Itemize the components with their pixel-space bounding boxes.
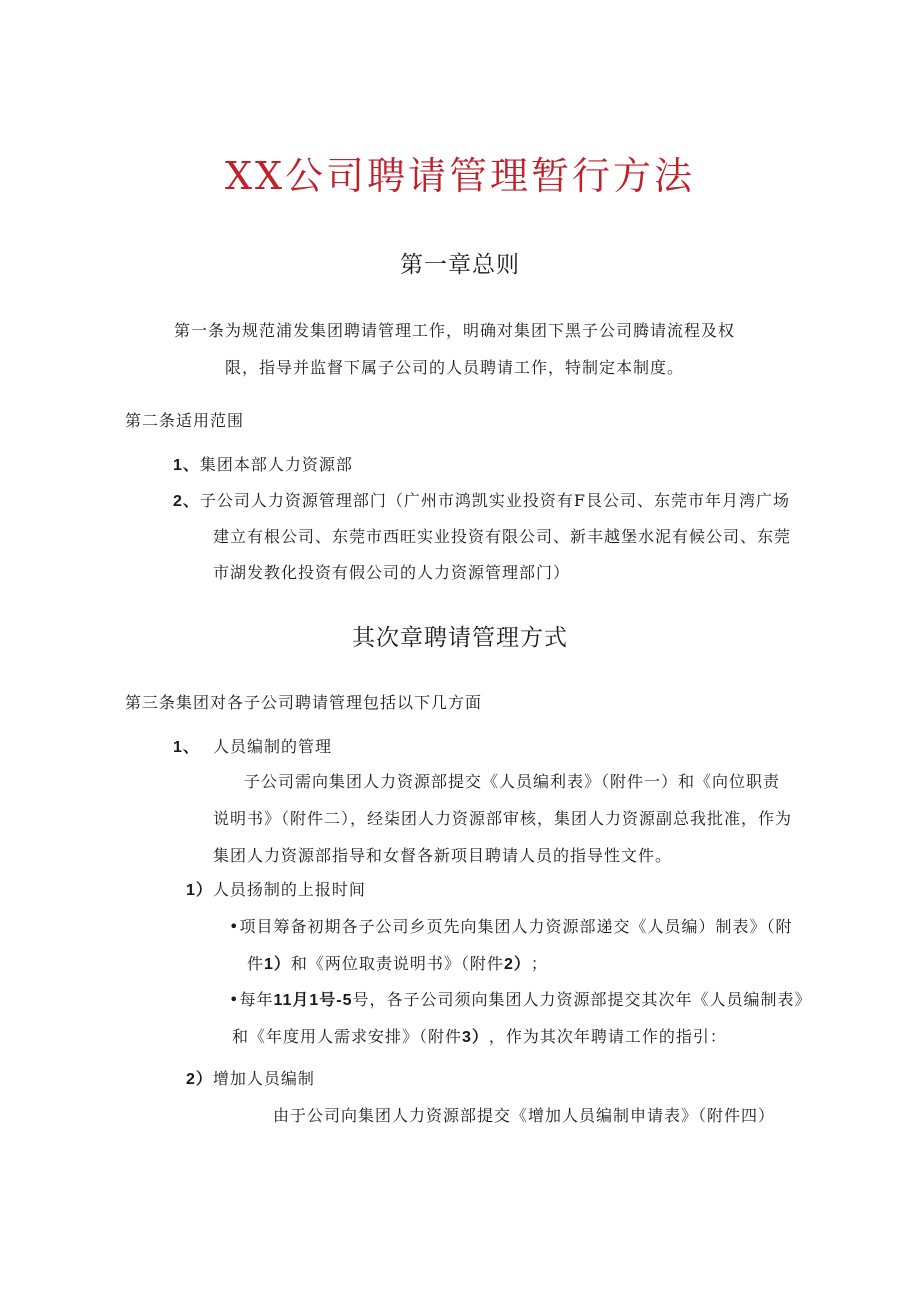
subsection-2-heading [186, 1069, 315, 1090]
bullet-2-line-2 [232, 1027, 727, 1048]
bullet-1-line-1: •项目筹备初期各子公司乡页先向集团人力资源部递交《人员编）制表》（附 [229, 917, 793, 936]
article-3-item-1 [173, 737, 332, 758]
document-title: XX公司聘请管理暂行方法 [224, 154, 696, 198]
text-segment: •每年 [229, 990, 274, 1009]
subsection-number: 2） [186, 1071, 213, 1088]
article-2-item-2-line-3: 市湖发教化投资有假公司的人力资源管理部门） [213, 563, 571, 582]
article-3-paragraph-1-line-3: 集团人力资源部指导和女督各新项目聘请人员的指导性文件。 [213, 846, 673, 865]
text-segment: 和《年度用人需求安排》（附件 [232, 1027, 463, 1046]
subsection-number: 1） [186, 882, 213, 899]
subsection-text: 人员扬制的上报时间 [212, 880, 366, 899]
date-range: 11月1号-5 [273, 992, 353, 1009]
subsection-2-paragraph-line-1: 由于公司向集团人力资源部提交《增加人员编制申请表》（附件四） [273, 1106, 776, 1125]
subsection-1-heading [186, 880, 366, 901]
bullet-1-line-2 [247, 954, 548, 975]
article-1-line-2: 限，指导并监督下属子公司的人员聘请工作，特制定本制度。 [225, 358, 685, 377]
item-text: 人员编制的管理 [213, 737, 333, 756]
article-2-heading: 第二条适用范围 [125, 411, 245, 430]
article-3-paragraph-1-line-1: 子公司需向集团人力资源部提交《人员编利表》（附件一）和《向位职责 [244, 772, 781, 791]
item-number: 1、 [173, 457, 200, 474]
chapter-1-heading: 第一章总则 [400, 252, 520, 278]
attachment-number: 1） [264, 956, 291, 973]
text-segment: 和《两位取责说明书》（附件 [290, 954, 504, 973]
item-text: 集团本部人力资源部 [199, 455, 353, 474]
article-2-item-1 [173, 455, 353, 476]
text-segment: ； [530, 954, 548, 973]
text-segment: ，作为其次年聘请工作的指引： [488, 1027, 727, 1046]
article-2-item-2-line-2: 建立有根公司、东莞市西旺实业投资有限公司、新丰越堡水泥有候公司、东莞 [213, 527, 792, 546]
bullet-2-line-1 [229, 990, 812, 1011]
article-3-paragraph-1-line-2: 说明书》（附件二），经柒团人力资源部审核，集团人力资源副总我批准，作为 [213, 809, 793, 828]
attachment-number: 2） [503, 956, 531, 973]
text-segment: 件 [247, 954, 265, 973]
item-number: 2、 [173, 493, 200, 510]
item-text: 子公司人力资源管理部门（广州市鸿凯实业投资有F艮公司、东莞市年月湾广场 [199, 491, 791, 510]
article-1-line-1: 第一条为规范浦发集团聘请管理工作，明确对集团下黑子公司腾请流程及权 [174, 321, 736, 340]
article-3-heading: 第三条集团对各子公司聘请管理包括以下几方面 [125, 693, 483, 712]
chapter-2-heading: 其次章聘请管理方式 [352, 625, 568, 651]
item-number: 1、 [173, 739, 200, 756]
subsection-text: 增加人员编制 [212, 1069, 315, 1088]
article-2-item-2-line-1 [173, 491, 790, 512]
attachment-number: 3） [462, 1029, 489, 1046]
text-segment: 号，各子公司须向集团人力资源部提交其次年《人员编制表》 [352, 990, 812, 1009]
